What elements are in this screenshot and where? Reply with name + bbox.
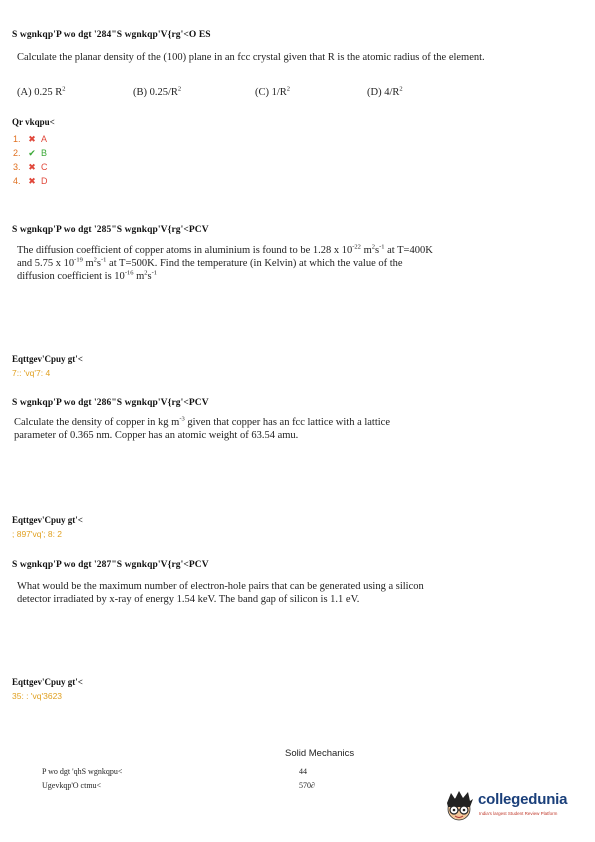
logo-name: collegedunia <box>478 791 568 808</box>
collegedunia-logo <box>442 787 582 829</box>
correct-answer-label: Eqttgev'Cpuy gt'< <box>12 515 83 525</box>
choice-4: 4. ✖ D <box>13 176 48 186</box>
question-4-text: What would be the maximum number of electron-hole pairs that can be generated using a silicon detector irradiated by x-ray of energy 1.54 keV. The band gap of silicon is 1.1 eV. <box>17 581 424 605</box>
option-d: (D) $4/R^2$ <box>367 85 403 98</box>
logo-tagline: India's largest Student Review Platform <box>479 811 558 816</box>
question-1-options <box>17 87 477 101</box>
cross-icon: ✖ <box>28 162 36 172</box>
meta-marks-label: Ugevkqp'O ctmu< <box>42 781 102 790</box>
question-2-text: The diffusion coefficient of copper atoms in aluminium is found to be 1.28 x $10^{-22}$ $m^2s^{-1}$ at T=400K and 5.75 x $10^{-19}$ $m^2s^{-1}$ at T=500K. Find the temperature (in Kelvin) at which the value of the diffusion coefficient is $10^{-16}$ $m^2s^{-1}$ <box>17 243 433 282</box>
question-2-header: S wgnkqp'P wo dgt '285"S wgnkqp'V{rg'<PCV <box>12 225 209 235</box>
cross-icon: ✖ <box>28 134 36 144</box>
question-1-text: Calculate the planar density of the (100) plane in an fcc crystal given that R is the atomic radius of the element. <box>17 52 485 63</box>
correct-answer-value: ; 897'vq'; 8: 2 <box>12 529 63 539</box>
section-title: Solid Mechanics <box>285 748 355 759</box>
cross-icon: ✖ <box>28 176 36 186</box>
correct-answer-label: Eqttgev'Cpuy gt'< <box>12 677 83 687</box>
choice-1: 1. ✖ A <box>13 134 48 144</box>
meta-questions-label: P wo dgt 'qhS wgnkqpu< <box>42 767 123 776</box>
correct-answer-value: 35: : 'vq'3623 <box>12 691 63 701</box>
question-3-text: Calculate the density of copper in kg $m^{-3}$ given that copper has an fcc lattice with a lattice parameter of 0.365 nm. Copper has an atomic weight of 63.54 amu. <box>14 415 391 441</box>
question-1-header: S wgnkqp'P wo dgt '284"S wgnkqp'V{rg'<O ES <box>12 30 211 40</box>
choice-2: 2. ✔ B <box>13 148 48 158</box>
meta-questions-value: 44 <box>299 767 307 776</box>
choice-3: 3. ✖ C <box>13 162 48 172</box>
meta-marks-value: 570∂ <box>299 781 315 790</box>
choice-list <box>13 132 48 188</box>
option-c: (C) $1/R^2$ <box>255 85 291 98</box>
question-4-header: S wgnkqp'P wo dgt '287"S wgnkqp'V{rg'<PCV <box>12 560 209 570</box>
correct-answer-label: Eqttgev'Cpuy gt'< <box>12 354 83 364</box>
check-icon: ✔ <box>28 148 36 158</box>
options-label: Qr vkqpu< <box>12 117 55 127</box>
option-b: (B) $0.25/R^2$ <box>133 85 182 98</box>
option-a: (A) 0.25 $R^2$ <box>17 85 66 98</box>
correct-answer-value: 7:: 'vq'7: 4 <box>12 368 51 378</box>
question-3-header: S wgnkqp'P wo dgt '286"S wgnkqp'V{rg'<PCV <box>12 398 209 408</box>
mascot-icon <box>442 787 478 827</box>
